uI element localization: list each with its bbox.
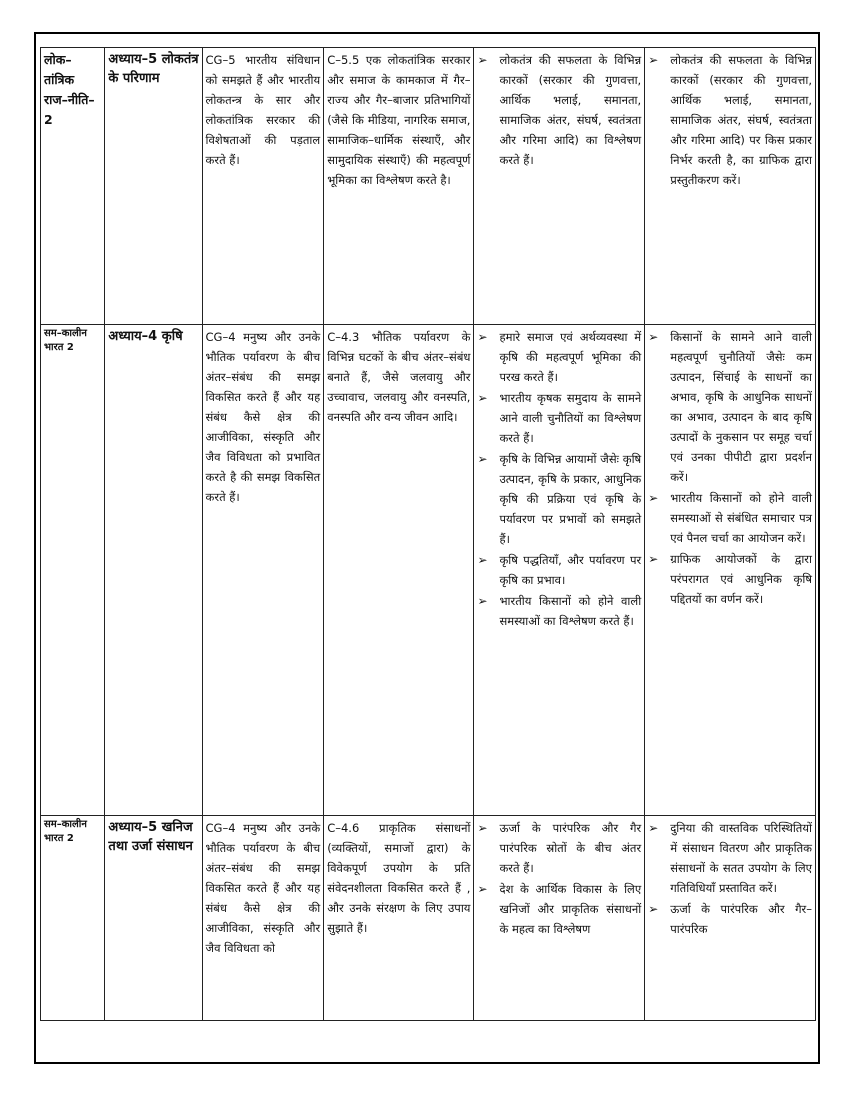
arrow-bullet-icon: ➢: [477, 553, 488, 567]
arrow-bullet-icon: ➢: [648, 53, 659, 67]
chapter-cell: अध्याय–5 खनिज तथा उर्जा संसाधन: [105, 816, 202, 1021]
list-item: ➢ कृषि पद्धतियाँ, और पर्यावरण पर कृषि का प्रभाव।: [477, 550, 641, 590]
arrow-bullet-icon: ➢: [477, 821, 488, 835]
curriculum-table: [40, 47, 816, 1021]
list-item: ➢ लोकतंत्र की सफलता के विभिन्न कारकों (सरकार की गुणवत्ता, आर्थिक भलाई, समानता, सामाजिक अंतर, संघर्ष, स्वतंत्रता और गरिमा आदि) का विश्लेषण करते हैं।: [477, 50, 641, 170]
activities-cell: [645, 325, 816, 816]
list-item: ➢ भारतीय किसानों को होने वाली समस्याओं का विश्लेषण करते हैं।: [477, 591, 641, 631]
list-item: ➢ कृषि के विभिन्न आयामों जैसेः कृषि उत्पादन, कृषि के प्रकार, आधुनिक कृषि की प्रक्रिया एवं कृषि के पर्यावरण पर प्रभावों को समझते हैं।: [477, 449, 641, 549]
list-item: ➢ देश के आर्थिक विकास के लिए खनिजों और प्राकृतिक संसाधनों के महत्व का विश्लेषण: [477, 879, 641, 939]
arrow-bullet-icon: ➢: [477, 330, 488, 344]
arrow-bullet-icon: ➢: [648, 821, 659, 835]
curricular-goal-cell: CG–4 मनुष्य और उनके भौतिक पर्यावरण के बीच अंतर–संबंध की समझ विकसित करते हैं और यह संबंध कैसे क्षेत्र की आजीविका, संस्कृति और जैव विविधता को: [202, 816, 324, 1021]
list-item: ➢ लोकतंत्र की सफलता के विभिन्न कारकों (सरकार की गुणवत्ता, आर्थिक भलाई, समानता, सामाजिक अंतर, संघर्ष, स्वतंत्रता और गरिमा आदि) पर किस प्रकार निर्भर करती है, का ग्राफिक द्वारा प्रस्तुतीकरण करें।: [648, 50, 812, 190]
list-item: ➢ किसानों के सामने आने वाली महत्वपूर्ण चुनौतियों जैसेः कम उत्पादन, सिंचाई के साधनों का अभाव, कृषि के आधुनिक साधनों का अभाव, उत्पादन के बाद कृषि उत्पादों के नुकसान पर समूह चर्चा एवं उनका पीपीटी द्वारा प्रदर्शन करें।: [648, 327, 812, 487]
list-item: ➢ ऊर्जा के पारंपरिक और गैर–पारंपरिक: [648, 899, 812, 939]
list-item: ➢ हमारे समाज एवं अर्थव्यवस्था में कृषि की महत्वपूर्ण भूमिका की परख करते हैं।: [477, 327, 641, 387]
activities-cell: [645, 816, 816, 1021]
table-row: [41, 325, 816, 816]
chapter-cell: अध्याय–4 कृषि: [105, 325, 202, 816]
arrow-bullet-icon: ➢: [477, 391, 488, 405]
table-row: [41, 816, 816, 1021]
arrow-bullet-icon: ➢: [648, 552, 659, 566]
curricular-goal-cell: CG–5 भारतीय संविधान को समझते हैं और भारतीय लोकतन्त्र के सार और लोकतांत्रिक सरकार की विशेषताओं की पड़ताल करते हैं।: [202, 48, 324, 325]
competency-cell: C–5.5 एक लोकतांत्रिक सरकार और समाज के कामकाज में गैर–राज्य और गैर–बाजार प्रतिभागियों (जैसे कि मीडिया, नागरिक समाज, सामाजिक–धार्मिक संस्थाएँ, और सामुदायिक संस्थाएँ) की महत्वपूर्ण भूमिका का विश्लेषण करते है।: [324, 48, 474, 325]
list-item: ➢ भारतीय किसानों को होने वाली समस्याओं से संबंधित समाचार पत्र एवं पैनल चर्चा का आयोजन करें।: [648, 488, 812, 548]
competency-cell: C–4.6 प्राकृतिक संसाधनों (व्यक्तियों, समाजों द्वारा) के विवेकपूर्ण उपयोग के प्रति संवेदनशीलता विकसित करते हैं , और उनके संरक्षण के लिए उपाय सुझाते हैं।: [324, 816, 474, 1021]
arrow-bullet-icon: ➢: [477, 882, 488, 896]
table-row: [41, 48, 816, 325]
chapter-cell: अध्याय–5 लोकतंत्र के परिणाम: [105, 48, 202, 325]
arrow-bullet-icon: ➢: [477, 53, 488, 67]
arrow-bullet-icon: ➢: [648, 330, 659, 344]
arrow-bullet-icon: ➢: [648, 902, 659, 916]
list-item: ➢ दुनिया की वास्तविक परिस्थितियों में संसाधन वितरण और प्राकृतिक संसाधनों के सतत उपयोग के लिए गतिविधियाँ प्रस्तावित करें।: [648, 818, 812, 898]
learning-outcomes-cell: [474, 816, 645, 1021]
unit-cell: सम–कालीन भारत 2: [41, 816, 105, 1021]
competency-cell: C–4.3 भौतिक पर्यावरण के विभिन्न घटकों के बीच अंतर–संबंध बनाते हैं, जैसे जलवायु और उच्चावाच, जलवायु और वनस्पति, वनस्पति और वन्य जीवन आदि।: [324, 325, 474, 816]
arrow-bullet-icon: ➢: [477, 594, 488, 608]
arrow-bullet-icon: ➢: [477, 452, 488, 466]
list-item: ➢ भारतीय कृषक समुदाय के सामने आने वाली चुनौतियों का विश्लेषण करते हैं।: [477, 388, 641, 448]
activities-cell: [645, 48, 816, 325]
arrow-bullet-icon: ➢: [648, 491, 659, 505]
curricular-goal-cell: CG–4 मनुष्य और उनके भौतिक पर्यावरण के बीच अंतर–संबंध की समझ विकसित करते हैं और यह संबंध कैसे क्षेत्र की आजीविका, संस्कृति और जैव विविधता को प्रभावित करते है की समझ विकसित करते हैं।: [202, 325, 324, 816]
unit-cell: सम–कालीन भारत 2: [41, 325, 105, 816]
unit-cell: लोक–तांत्रिक राज–नीति–2: [41, 48, 105, 325]
learning-outcomes-cell: [474, 325, 645, 816]
learning-outcomes-cell: [474, 48, 645, 325]
list-item: ➢ ऊर्जा के पारंपरिक और गैर पारंपरिक स्रोतों के बीच अंतर करते हैं।: [477, 818, 641, 878]
list-item: ➢ ग्राफिक आयोजकों के द्वारा परंपरागत एवं आधुनिक कृषि पद्दितयों का वर्णन करें।: [648, 549, 812, 609]
